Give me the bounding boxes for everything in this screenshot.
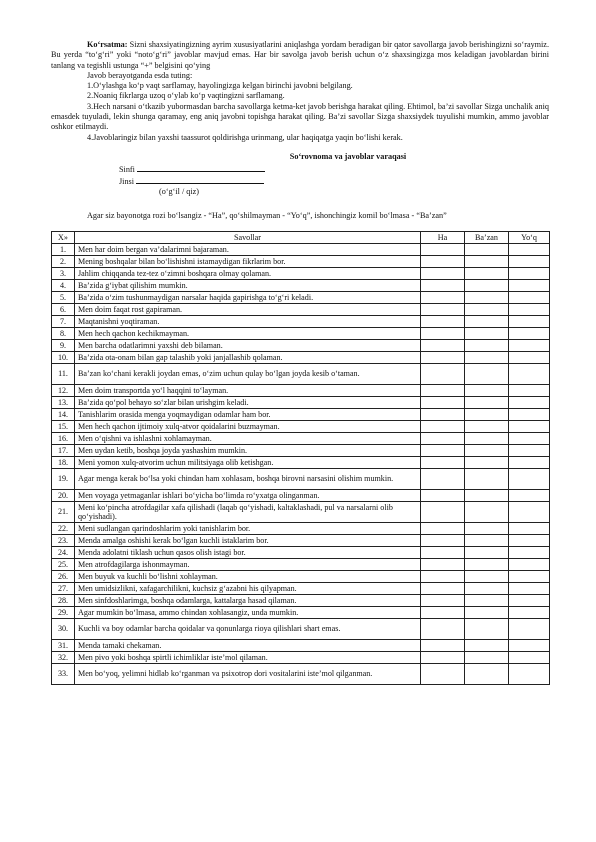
class-input-line[interactable] — [137, 163, 265, 172]
question-text: Kuchli va boy odamlar barcha qoidalar va qonunlarga rioya qilishlari shart emas. — [75, 618, 421, 639]
row-number: 18. — [52, 456, 75, 468]
table-row — [52, 396, 550, 408]
question-text: Meni yomon xulq-atvorim uchun militsiyaga olib ketishgan. — [75, 456, 421, 468]
question-text: Men o‘qishni va ishlashni xohlamayman. — [75, 432, 421, 444]
row-number: 7. — [52, 315, 75, 327]
table-row — [52, 651, 550, 663]
answer-yes-cell[interactable] — [421, 489, 465, 501]
row-number: 2. — [52, 255, 75, 267]
header-yes: Ha — [421, 231, 465, 243]
question-text: Men bo‘yoq, yelimni hidlab ko‘rganman va psixotrop dori vositalarini iste’mol qilganman. — [75, 663, 421, 684]
question-text: Men umidsizlikni, xafagarchilikni, kuchsiz g‘azabni his qilyapman. — [75, 582, 421, 594]
answer-sometimes-cell[interactable] — [465, 315, 509, 327]
question-text: Meni ko‘pincha atrofdagilar xafa qilishadi (laqab qo‘yishadi, kaltaklashadi, pul va narsalarni olib qo‘yishadi). — [75, 501, 421, 522]
row-number: 15. — [52, 420, 75, 432]
answer-sometimes-cell[interactable] — [465, 606, 509, 618]
table-row — [52, 456, 550, 468]
row-number: 10. — [52, 351, 75, 363]
table-row — [52, 546, 550, 558]
question-text: Meni sudlangan qarindoshlarim yoki tanishlarim bor. — [75, 522, 421, 534]
row-number: 5. — [52, 291, 75, 303]
table-row — [52, 606, 550, 618]
question-text: Ba’zan ko‘chani kerakli joydan emas, o‘zim uchun qulay bo‘lgan joyda kesib o‘taman. — [75, 363, 421, 384]
answer-sometimes-cell[interactable] — [465, 522, 509, 534]
question-text: Men buyuk va kuchli bo‘lishni xohlayman. — [75, 570, 421, 582]
answer-yes-cell[interactable] — [421, 558, 465, 570]
question-text: Men barcha odatlarimni yaxshi deb bilaman. — [75, 339, 421, 351]
answer-sometimes-cell[interactable] — [465, 291, 509, 303]
table-row — [52, 327, 550, 339]
table-row — [52, 663, 550, 684]
question-text: Ba’zida g‘iybat qilishim mumkin. — [75, 279, 421, 291]
answer-no-cell[interactable] — [509, 303, 550, 315]
answer-sometimes-cell[interactable] — [465, 468, 509, 489]
row-number: 22. — [52, 522, 75, 534]
answer-sometimes-cell[interactable] — [465, 303, 509, 315]
answer-sometimes-cell[interactable] — [465, 408, 509, 420]
instruction-paragraph — [51, 40, 549, 71]
answer-sometimes-cell[interactable] — [465, 570, 509, 582]
answer-no-cell[interactable] — [509, 384, 550, 396]
question-text: Mening boshqalar bilan bo‘lishishni istamaydigan fikrlarim bor. — [75, 255, 421, 267]
answer-no-cell[interactable] — [509, 351, 550, 363]
answer-no-cell[interactable] — [509, 363, 550, 384]
row-number: 25. — [52, 558, 75, 570]
answer-yes-cell[interactable] — [421, 267, 465, 279]
answer-yes-cell[interactable] — [421, 327, 465, 339]
header-questions: Savollar — [75, 231, 421, 243]
answer-yes-cell[interactable] — [421, 639, 465, 651]
table-row — [52, 468, 550, 489]
answer-yes-cell[interactable] — [421, 243, 465, 255]
table-row — [52, 534, 550, 546]
answer-sometimes-cell[interactable] — [465, 267, 509, 279]
question-text: Menda amalga oshishi kerak bo‘lgan kuchli istaklarim bor. — [75, 534, 421, 546]
row-number: 1. — [52, 243, 75, 255]
row-number: 28. — [52, 594, 75, 606]
gender-input-line[interactable] — [136, 175, 264, 184]
question-text: Ba’zida o‘zim tushunmaydigan narsalar haqida gapirishga to‘g‘ri keladi. — [75, 291, 421, 303]
row-number: 9. — [52, 339, 75, 351]
questionnaire-body — [52, 243, 550, 684]
answer-no-cell[interactable] — [509, 582, 550, 594]
answer-no-cell[interactable] — [509, 468, 550, 489]
question-text: Men doim transportda yo‘l haqqini to‘layman. — [75, 384, 421, 396]
row-number: 16. — [52, 432, 75, 444]
row-number: 12. — [52, 384, 75, 396]
table-row — [52, 420, 550, 432]
question-text: Agar mumkin bo‘lmasa, ammo chindan xohlasangiz, unda mumkin. — [75, 606, 421, 618]
answer-yes-cell[interactable] — [421, 618, 465, 639]
row-number: 14. — [52, 408, 75, 420]
table-row — [52, 489, 550, 501]
answer-no-cell[interactable] — [509, 315, 550, 327]
answer-no-cell[interactable] — [509, 255, 550, 267]
table-row — [52, 243, 550, 255]
question-text: Tanishlarim orasida menga yoqmaydigan odamlar ham bor. — [75, 408, 421, 420]
table-row — [52, 267, 550, 279]
answer-sometimes-cell[interactable] — [465, 243, 509, 255]
answer-yes-cell[interactable] — [421, 291, 465, 303]
row-number: 8. — [52, 327, 75, 339]
answer-no-cell[interactable] — [509, 501, 550, 522]
rule-2: 2.Noaniq fikrlarga uzoq o‘ylab ko‘p vaqtingizni sarflamang. — [87, 91, 285, 101]
row-number: 33. — [52, 663, 75, 684]
question-text: Men pivo yoki boshqa spirtli ichimliklar iste’mol qilaman. — [75, 651, 421, 663]
answer-sometimes-cell[interactable] — [465, 558, 509, 570]
answer-sometimes-cell[interactable] — [465, 501, 509, 522]
table-row — [52, 432, 550, 444]
answer-yes-cell[interactable] — [421, 384, 465, 396]
table-row — [52, 339, 550, 351]
table-row — [52, 570, 550, 582]
answer-yes-cell[interactable] — [421, 351, 465, 363]
answer-sometimes-cell[interactable] — [465, 651, 509, 663]
answer-no-cell[interactable] — [509, 420, 550, 432]
answer-yes-cell[interactable] — [421, 420, 465, 432]
row-number: 20. — [52, 489, 75, 501]
answer-sometimes-cell[interactable] — [465, 582, 509, 594]
row-number: 13. — [52, 396, 75, 408]
answer-yes-cell[interactable] — [421, 255, 465, 267]
answer-yes-cell[interactable] — [421, 408, 465, 420]
rule-3: 3.Hech narsani o‘tkazib yubormasdan barcha savollarga ketma-ket javob berishga harakat qiling. Ehtimol, ba’zi savollar Sizga unchalik aniq emasdek tuyuladi, lekin shunga qaramay, eng aniq javobni topishga harakat qiling. Ba’zi savollar Sizga shaxsiydek tuyulishi mumkin, ammo javoblar oshkor etilmaydi. — [51, 101, 549, 132]
answer-no-cell[interactable] — [509, 408, 550, 420]
question-text: Men atrofdagilarga ishonmayman. — [75, 558, 421, 570]
answer-no-cell[interactable] — [509, 639, 550, 651]
answer-no-cell[interactable] — [509, 663, 550, 684]
gender-hint: (o‘g‘il / qiz) — [159, 187, 200, 197]
table-row — [52, 639, 550, 651]
answer-no-cell[interactable] — [509, 546, 550, 558]
answer-sometimes-cell[interactable] — [465, 639, 509, 651]
answer-sometimes-cell[interactable] — [465, 489, 509, 501]
answer-yes-cell[interactable] — [421, 570, 465, 582]
answer-yes-cell[interactable] — [421, 315, 465, 327]
table-row — [52, 582, 550, 594]
question-text: Ba’zida ota-onam bilan gap talashib yoki janjallashib qolaman. — [75, 351, 421, 363]
answer-sometimes-cell[interactable] — [465, 420, 509, 432]
instruction-label: Ko‘rsatma: — [87, 40, 128, 49]
answer-sometimes-cell[interactable] — [465, 594, 509, 606]
answer-no-cell[interactable] — [509, 606, 550, 618]
table-row — [52, 279, 550, 291]
row-number: 3. — [52, 267, 75, 279]
answer-no-cell[interactable] — [509, 594, 550, 606]
answer-yes-cell[interactable] — [421, 456, 465, 468]
answer-no-cell[interactable] — [509, 267, 550, 279]
answer-yes-cell[interactable] — [421, 663, 465, 684]
answer-sometimes-cell[interactable] — [465, 396, 509, 408]
answer-no-cell[interactable] — [509, 339, 550, 351]
answer-no-cell[interactable] — [509, 432, 550, 444]
question-text: Men har doim bergan va’dalarimni bajaraman. — [75, 243, 421, 255]
answer-yes-cell[interactable] — [421, 279, 465, 291]
table-row — [52, 315, 550, 327]
answer-yes-cell[interactable] — [421, 522, 465, 534]
table-row — [52, 501, 550, 522]
answer-sometimes-cell[interactable] — [465, 444, 509, 456]
table-header-row — [52, 231, 550, 243]
answer-yes-cell[interactable] — [421, 546, 465, 558]
answer-sometimes-cell[interactable] — [465, 339, 509, 351]
gender-label: Jinsi — [119, 177, 135, 187]
table-row — [52, 522, 550, 534]
answer-no-cell[interactable] — [509, 444, 550, 456]
answer-sometimes-cell[interactable] — [465, 618, 509, 639]
question-text: Men uydan ketib, boshqa joyda yashashim mumkin. — [75, 444, 421, 456]
answer-sometimes-cell[interactable] — [465, 534, 509, 546]
answer-no-cell[interactable] — [509, 327, 550, 339]
table-row — [52, 303, 550, 315]
table-row — [52, 444, 550, 456]
answer-yes-cell[interactable] — [421, 444, 465, 456]
header-sometimes: Ba’zan — [465, 231, 509, 243]
table-row — [52, 408, 550, 420]
table-row — [52, 363, 550, 384]
answer-yes-cell[interactable] — [421, 651, 465, 663]
rule-4: 4.Javoblaringiz bilan yaxshi taassurot qoldirishga urinmang, ular haqiqatga yaqin bo‘lishi kerak. — [87, 132, 403, 142]
question-text: Menda tamaki chekaman. — [75, 639, 421, 651]
answer-yes-cell[interactable] — [421, 363, 465, 384]
question-text: Men doim faqat rost gapiraman. — [75, 303, 421, 315]
answer-sometimes-cell[interactable] — [465, 351, 509, 363]
answer-no-cell[interactable] — [509, 279, 550, 291]
answer-yes-cell[interactable] — [421, 468, 465, 489]
answer-no-cell[interactable] — [509, 291, 550, 303]
answer-yes-cell[interactable] — [421, 396, 465, 408]
answer-no-cell[interactable] — [509, 651, 550, 663]
row-number: 17. — [52, 444, 75, 456]
class-label: Sinfi — [119, 165, 135, 175]
row-number: 24. — [52, 546, 75, 558]
answer-yes-cell[interactable] — [421, 432, 465, 444]
row-number: 31. — [52, 639, 75, 651]
row-number: 30. — [52, 618, 75, 639]
question-text: Agar menga kerak bo‘lsa yoki chindan ham xohlasam, boshqa birovni narsasini olishim mumkin. — [75, 468, 421, 489]
answer-no-cell[interactable] — [509, 570, 550, 582]
instruction-text: Sizni shaxsiyatingizning ayrim xususiyatlarini aniqlashga yordam beradigan bir qator savollarga javob berishingizni so‘raymiz. Bu yerda “to‘g‘ri” yoki “noto‘g‘ri” javoblar mavjud emas. Har bir savolga javob berish uchun o‘z shaxsingizga mos keladigan javoblardan birini tanlang va tegishli ustunga “+” belgisini qo‘ying — [51, 40, 549, 70]
question-text: Men hech qachon ijtimoiy xulq-atvor qoidalarini buzmayman. — [75, 420, 421, 432]
remember-heading: Javob berayotganda esda tuting: — [87, 70, 193, 80]
answer-no-cell[interactable] — [509, 489, 550, 501]
table-row — [52, 291, 550, 303]
answer-yes-cell[interactable] — [421, 594, 465, 606]
table-row — [52, 558, 550, 570]
answer-sometimes-cell[interactable] — [465, 456, 509, 468]
answer-sometimes-cell[interactable] — [465, 384, 509, 396]
row-number: 19. — [52, 468, 75, 489]
form-title: So‘rovnoma va javoblar varaqasi — [289, 151, 407, 161]
answer-yes-cell[interactable] — [421, 534, 465, 546]
answer-no-cell[interactable] — [509, 618, 550, 639]
answer-sometimes-cell[interactable] — [465, 546, 509, 558]
answer-yes-cell[interactable] — [421, 606, 465, 618]
questionnaire-table — [51, 231, 550, 685]
answer-yes-cell[interactable] — [421, 303, 465, 315]
table-row — [52, 594, 550, 606]
rule-1: 1.O‘ylashga ko‘p vaqt sarflamay, hayolingizga kelgan birinchi javobni belgilang. — [87, 81, 353, 91]
table-row — [52, 384, 550, 396]
question-text: Men hech qachon kechikmayman. — [75, 327, 421, 339]
question-text: Menda adolatni tiklash uchun qasos olish istagi bor. — [75, 546, 421, 558]
answer-no-cell[interactable] — [509, 456, 550, 468]
row-number: 23. — [52, 534, 75, 546]
row-number: 32. — [52, 651, 75, 663]
row-number: 11. — [52, 363, 75, 384]
answer-no-cell[interactable] — [509, 534, 550, 546]
row-number: 27. — [52, 582, 75, 594]
row-number: 6. — [52, 303, 75, 315]
row-number: 26. — [52, 570, 75, 582]
answer-yes-cell[interactable] — [421, 501, 465, 522]
answer-sometimes-cell[interactable] — [465, 327, 509, 339]
document-page — [51, 40, 549, 685]
row-number: 4. — [52, 279, 75, 291]
answer-sometimes-cell[interactable] — [465, 663, 509, 684]
question-text: Maqtanishni yoqtiraman. — [75, 315, 421, 327]
question-text: Men sinfdoshlarimga, boshqa odamlarga, kattalarga hasad qilaman. — [75, 594, 421, 606]
row-number: 29. — [52, 606, 75, 618]
table-row — [52, 255, 550, 267]
header-number: X» — [52, 231, 75, 243]
gender-field — [119, 175, 549, 187]
row-number: 21. — [52, 501, 75, 522]
answer-sometimes-cell[interactable] — [465, 363, 509, 384]
answer-sometimes-cell[interactable] — [465, 279, 509, 291]
answer-no-cell[interactable] — [509, 558, 550, 570]
answer-sometimes-cell[interactable] — [465, 255, 509, 267]
question-text: Ba’zida qo‘pol behayo so‘zlar bilan urishgim keladi. — [75, 396, 421, 408]
answer-instructions: Agar siz bayonotga rozi bo‘lsangiz - “Ha”, qo‘shilmayman - “Yo‘q”, ishonchingiz komil bo‘lmasa - “Ba’zan” — [87, 210, 447, 220]
answer-sometimes-cell[interactable] — [465, 432, 509, 444]
answer-no-cell[interactable] — [509, 396, 550, 408]
answer-no-cell[interactable] — [509, 243, 550, 255]
question-text: Men voyaga yetmaganlar ishlari bo‘yicha bo‘limda ro‘yxatga olinganman. — [75, 489, 421, 501]
answer-no-cell[interactable] — [509, 522, 550, 534]
table-row — [52, 351, 550, 363]
class-field — [119, 163, 549, 175]
question-text: Jahlim chiqqanda tez-tez o‘zimni boshqara olmay qolaman. — [75, 267, 421, 279]
header-no: Yo‘q — [509, 231, 550, 243]
answer-yes-cell[interactable] — [421, 339, 465, 351]
table-row — [52, 618, 550, 639]
answer-yes-cell[interactable] — [421, 582, 465, 594]
